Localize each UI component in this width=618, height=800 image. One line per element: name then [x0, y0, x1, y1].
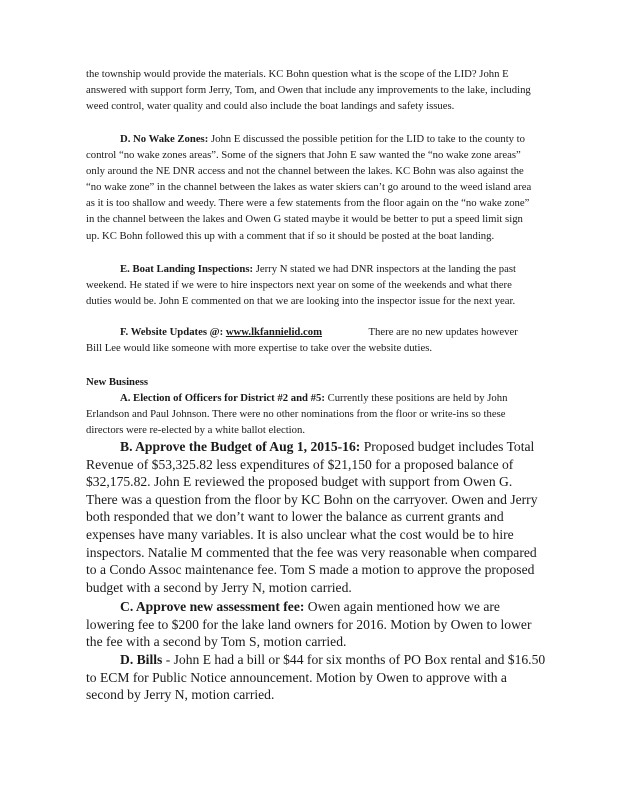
no-wake-zones-heading: D. No Wake Zones: — [120, 133, 209, 145]
election-heading: A. Election of Officers for District #2 and #5: — [120, 392, 325, 404]
intro-text: the township would provide the materials. KC Bohn question what is the scope of the LID? John E answered with support form Jerry, Tom, and Owen that include any improvements to the lake, including weed control, water quality and could also include the boat landings and safety issues. — [86, 68, 531, 113]
budget-text: Proposed budget includes Total Revenue of $53,325.82 less expenditures of $21,150 for a proposed balance of $32,175.82. John E reviewed the proposed budget with support from Owen G. There was a question from the floor by KC Bohn on the carryover. Owen and Jerry both responded that we don’t want to lower the balance as current grants and expenses have many variables. It is also unclear what the cost would be to hire inspectors. Natalie M commented that the fee was very reasonable when compared to a Condo Assoc maintenance fee. Tom S made a motion to approve the proposed budget with a second by Jerry N, motion carried. — [86, 439, 538, 595]
item-election-of-officers — [86, 390, 536, 438]
item-bills — [86, 651, 546, 704]
item-approve-assessment-fee — [86, 598, 546, 651]
website-updates-heading: F. Website Updates @: — [120, 326, 224, 338]
assessment-fee-heading: C. Approve new assessment fee: — [120, 599, 305, 614]
item-website-updates — [86, 324, 536, 356]
budget-heading: B. Approve the Budget of Aug 1, 2015-16: — [120, 439, 361, 454]
new-business-heading: New Business — [86, 376, 149, 388]
item-boat-landing-inspections — [86, 261, 536, 309]
bills-heading: D. Bills — [120, 652, 163, 667]
assessment-fee-text: Owen again mentioned how we are lowering fee to $200 for the lake land owners for 2016. Motion by Owen to lower the fee with a second by Tom S, motion carried. — [86, 599, 532, 650]
item-approve-budget — [86, 438, 546, 596]
election-text: Currently these positions are held by John Erlandson and Paul Johnson. There were no other nominations from the floor or write-ins so these directors were re-elected by a white ballot election. — [86, 392, 508, 437]
new-business-section-title — [86, 374, 536, 390]
boat-landing-heading: E. Boat Landing Inspections: — [120, 263, 254, 275]
item-no-wake-zones — [86, 131, 536, 244]
no-wake-zones-text: John E discussed the possible petition for the LID to take to the county to control “no wake zones areas”. Some of the signers that John E saw wanted the “no wake zone areas” only around the NE DNR access and not the channel between the lakes. KC Bohn was also against the “no wake zone” in the channel between the lakes as water skiers can’t go around to the weed island area as it is too shallow and weedy. There were a few statements from the floor again on the “no wake zone” in the channel between the lakes and Owen G stated maybe it would be better to put a speed limit sign up. KC Bohn followed this up with a comment that if so it should be posted at the boat landing. — [86, 133, 532, 242]
boat-landing-text: Jerry N stated we had DNR inspectors at the landing the past weekend. He stated if we were to hire inspectors next year on some of the weekends and what there duties would be. John E commented on that we are looking into the inspector issue for the next year. — [86, 263, 517, 308]
intro-paragraph — [86, 66, 536, 114]
website-link[interactable]: www.lkfannielid.com — [225, 326, 323, 338]
website-updates-text: There are no new updates however Bill Lee would like someone with more expertise to take over the website duties. — [86, 326, 518, 355]
bills-text: - John E had a bill or $44 for six months of PO Box rental and $16.50 to ECM for Public Notice announcement. Motion by Owen to approve with a second by Jerry N, motion carried. — [86, 652, 546, 703]
